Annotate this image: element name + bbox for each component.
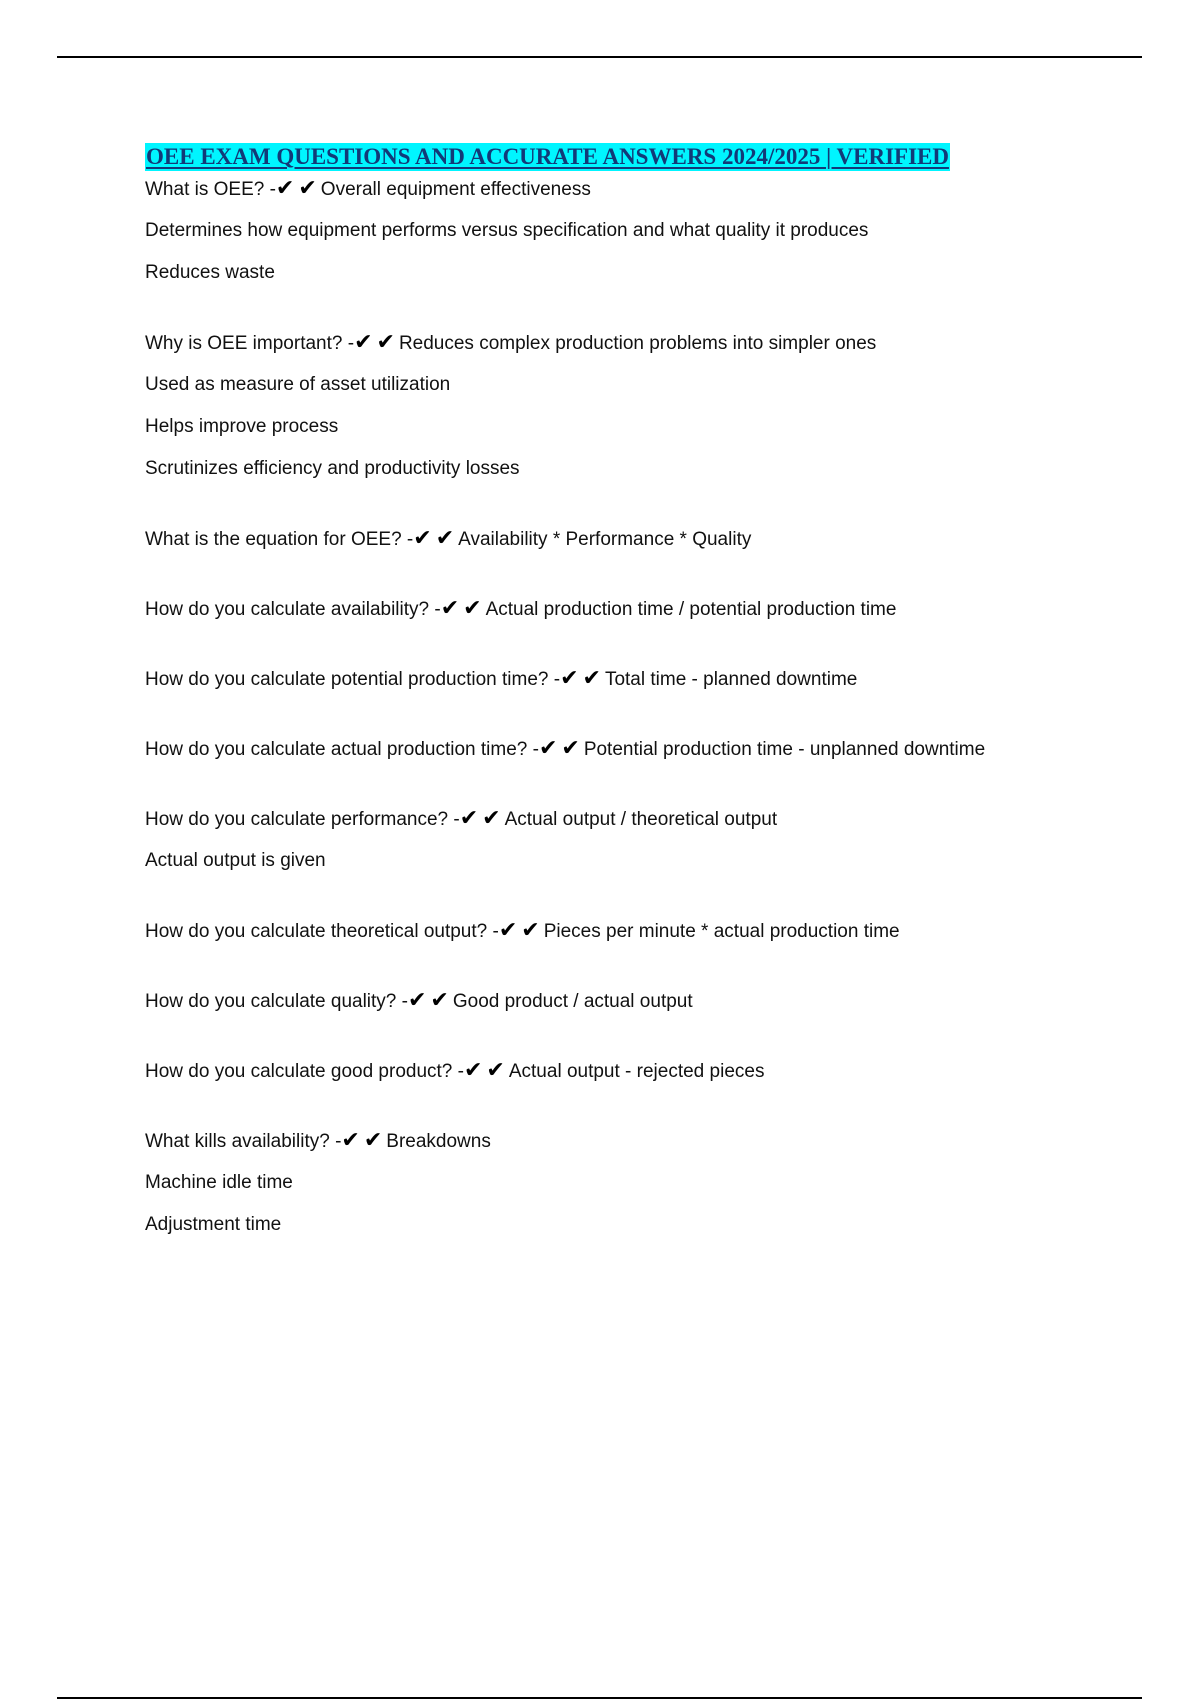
answer-text: Breakdowns: [386, 1131, 491, 1152]
checkmark-icon: ✔: [298, 176, 317, 201]
qa-item: [145, 1129, 1145, 1237]
qa-item: [145, 989, 1145, 1013]
qa-item: [145, 667, 1145, 691]
answer-text: Actual output - rejected pieces: [508, 1061, 765, 1082]
answer-text: Actual output / theoretical output: [504, 809, 778, 830]
qa-question-line: [145, 1129, 1145, 1153]
question-text: What is the equation for OEE? -: [145, 529, 414, 550]
top-rule: [57, 56, 1142, 58]
qa-question-line: [145, 177, 1145, 201]
question-text: How do you calculate quality? -: [145, 991, 408, 1012]
checkmark-icon: ✔: [376, 330, 395, 355]
checkmark-icon: ✔: [463, 596, 482, 621]
qa-question-line: [145, 1059, 1145, 1083]
question-text: How do you calculate theoretical output? -: [145, 921, 499, 942]
checkmark-icon: ✔: [486, 1058, 505, 1083]
answer-detail-line: Used as measure of asset utilization: [145, 374, 451, 395]
answer-detail-line: Reduces waste: [145, 262, 275, 283]
checkmark-icon: ✔: [354, 330, 373, 355]
qa-question-line: [145, 667, 1145, 691]
bottom-rule: [57, 1697, 1142, 1699]
qa-item: [145, 919, 1145, 943]
checkmark-icon: ✔: [498, 918, 518, 943]
answer-text: Pieces per minute * actual production time: [543, 921, 900, 942]
document-body: [145, 143, 1145, 1283]
qa-question-line: [145, 919, 1145, 943]
answer-detail-line: Actual output is given: [145, 850, 326, 871]
checkmark-icon: ✔: [363, 1128, 383, 1153]
qa-question-line: [145, 527, 1145, 551]
checkmark-icon: ✔: [459, 806, 479, 831]
answer-text: Availability * Performance * Quality: [458, 529, 752, 550]
question-text: How do you calculate performance? -: [145, 809, 460, 830]
checkmark-icon: ✔: [275, 176, 295, 201]
qa-item: [145, 737, 1145, 761]
checkmark-icon: ✔: [521, 918, 540, 943]
qa-list: [145, 177, 1145, 1237]
checkmark-icon: ✔: [413, 526, 432, 551]
qa-question-line: [145, 737, 1145, 761]
qa-item: [145, 597, 1145, 621]
answer-detail-line: Determines how equipment performs versus specification and what quality it produces: [145, 220, 869, 241]
question-text: How do you calculate good product? -: [145, 1061, 464, 1082]
checkmark-icon: ✔: [435, 526, 455, 551]
checkmark-icon: ✔: [482, 806, 501, 831]
qa-item: [145, 527, 1145, 551]
qa-question-line: [145, 331, 1145, 355]
answer-text: Good product / actual output: [452, 991, 693, 1012]
question-text: What kills availability? -: [145, 1131, 342, 1152]
document-title: OEE EXAM QUESTIONS AND ACCURATE ANSWERS 2024/2025 | VERIFIED: [146, 144, 949, 169]
answer-text: Potential production time - unplanned downtime: [583, 739, 986, 760]
checkmark-icon: ✔: [440, 596, 460, 621]
checkmark-icon: ✔: [561, 736, 580, 761]
qa-item: [145, 331, 1145, 481]
checkmark-icon: ✔: [582, 666, 601, 691]
answer-text: Overall equipment effectiveness: [320, 179, 591, 200]
answer-detail-line: Scrutinizes efficiency and productivity losses: [145, 458, 520, 479]
answer-detail-line: Adjustment time: [145, 1214, 282, 1235]
answer-text: Actual production time / potential production time: [485, 599, 897, 620]
checkmark-icon: ✔: [407, 988, 427, 1013]
qa-question-line: [145, 989, 1145, 1013]
checkmark-icon: ✔: [430, 988, 449, 1013]
question-text: How do you calculate actual production time? -: [145, 739, 539, 760]
answer-text: Reduces complex production problems into simpler ones: [398, 333, 877, 354]
checkmark-icon: ✔: [560, 666, 579, 691]
qa-item: [145, 177, 1145, 285]
question-text: How do you calculate availability? -: [145, 599, 441, 620]
answer-detail-line: Machine idle time: [145, 1172, 293, 1193]
qa-question-line: [145, 597, 1145, 621]
question-text: How do you calculate potential production time? -: [145, 669, 561, 690]
qa-question-line: [145, 807, 1145, 831]
qa-item: [145, 1059, 1145, 1083]
question-text: Why is OEE important? -: [145, 333, 355, 354]
answer-text: Total time - planned downtime: [604, 669, 858, 690]
checkmark-icon: ✔: [463, 1058, 483, 1083]
checkmark-icon: ✔: [538, 736, 558, 761]
qa-item: [145, 807, 1145, 873]
checkmark-icon: ✔: [341, 1128, 360, 1153]
question-text: What is OEE? -: [145, 179, 276, 200]
answer-detail-line: Helps improve process: [145, 416, 339, 437]
